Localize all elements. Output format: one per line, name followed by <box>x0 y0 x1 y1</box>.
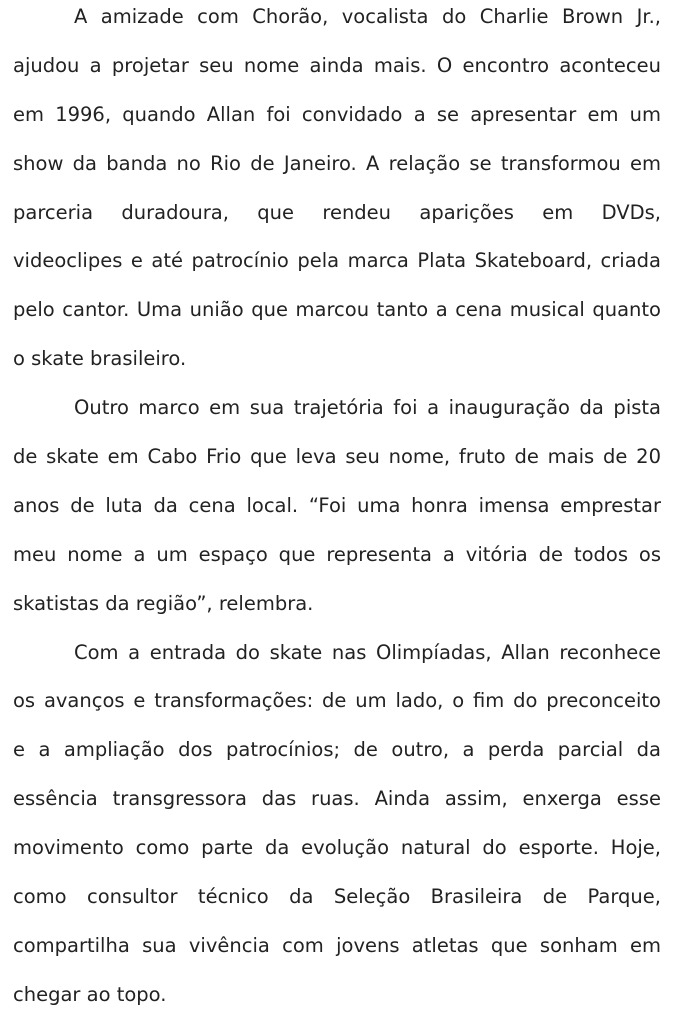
paragraph-2 <box>13 384 661 628</box>
paragraph-line: o skate brasileiro. <box>13 347 187 371</box>
paragraph-line: ajudou a projetar seu nome ainda mais. O encontro aconteceu <box>13 53 661 77</box>
paragraph-line: pelo cantor. Uma união que marcou tanto a cena musical quanto <box>13 298 661 322</box>
paragraph-line: compartilha sua vivência com jovens atletas que sonham em <box>13 933 661 957</box>
paragraph-line: movimento como parte da evolução natural do esporte. Hoje, <box>13 836 661 860</box>
paragraph-line: videoclipes e até patrocínio pela marca Plata Skateboard, criada <box>13 249 661 273</box>
paragraph-line: Outro marco em sua trajetória foi a inauguração da pista <box>74 396 661 420</box>
paragraph-line: chegar ao topo. <box>13 982 167 1006</box>
paragraph-line: anos de luta da cena local. “Foi uma honra imensa emprestar <box>13 493 661 517</box>
paragraph-line: show da banda no Rio de Janeiro. A relação se transformou em <box>13 151 661 175</box>
paragraph-line: skatistas da região”, relembra. <box>13 591 314 615</box>
paragraph-line: como consultor técnico da Seleção Brasileira de Parque, <box>13 885 661 909</box>
paragraph-line: A amizade com Chorão, vocalista do Charlie Brown Jr., <box>74 5 661 28</box>
paragraph-line: essência transgressora das ruas. Ainda assim, enxerga esse <box>13 787 661 811</box>
paragraph-line: de skate em Cabo Frio que leva seu nome, fruto de mais de 20 <box>13 445 661 469</box>
article-body <box>13 0 661 1020</box>
paragraph-1 <box>13 0 661 384</box>
paragraph-line: Com a entrada do skate nas Olimpíadas, Allan reconhece <box>74 640 661 664</box>
paragraph-3 <box>13 629 661 1020</box>
paragraph-line: em 1996, quando Allan foi convidado a se apresentar em um <box>13 102 661 126</box>
paragraph-line: meu nome a um espaço que representa a vitória de todos os <box>13 542 661 566</box>
paragraph-line: os avanços e transformações: de um lado, o fim do preconceito <box>13 689 661 713</box>
paragraph-line: e a ampliação dos patrocínios; de outro, a perda parcial da <box>13 738 661 762</box>
paragraph-line: parceria duradoura, que rendeu aparições em DVDs, <box>13 200 661 224</box>
